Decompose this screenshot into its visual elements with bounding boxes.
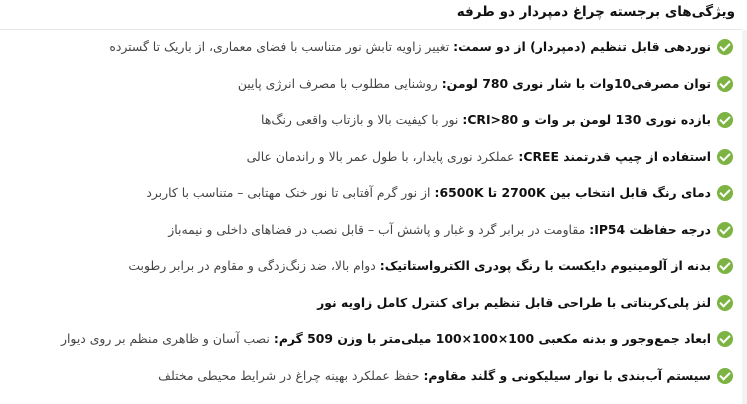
feature-item	[8, 75, 733, 112]
feature-description: نور با کیفیت بالا و بازتاب واقعی رنگ‌ها	[261, 112, 459, 127]
feature-description: از نور گرم آفتابی تا نور خنک مهتابی – متناسب با کاربرد	[146, 185, 431, 200]
scrollbar-track[interactable]	[742, 30, 747, 404]
feature-description: نصب آسان و ظاهری منظم بر روی دیوار	[61, 331, 270, 346]
check-circle-icon	[717, 295, 733, 311]
check-circle-icon	[717, 149, 733, 165]
feature-label: استفاده از چیپ قدرتمند CREE:	[518, 148, 711, 164]
feature-item	[8, 111, 733, 148]
feature-item	[8, 294, 733, 331]
feature-description: مقاومت در برابر گرد و غبار و پاشش آب – قابل نصب در فضاهای داخلی و نیمه‌باز	[168, 221, 586, 237]
check-circle-icon	[717, 185, 733, 201]
check-circle-icon	[717, 331, 733, 347]
feature-label: درجه حفاظت IP54:	[589, 221, 711, 237]
feature-list	[8, 38, 733, 403]
feature-description: روشنایی مطلوب با مصرف انرژی پایین	[237, 75, 438, 91]
feature-item	[8, 257, 733, 294]
feature-label: سیستم آب‌بندی با نوار سیلیکونی و گلند مقاوم:	[423, 367, 711, 383]
feature-item	[8, 184, 733, 221]
feature-label: ابعاد جمع‌وجور و بدنه مکعبی 100×100×100 میلی‌متر با وزن 509 گرم:	[273, 331, 711, 346]
feature-label: لنز پلی‌کربناتی با طراحی قابل تنظیم برای کنترل کامل زاویه نور	[317, 294, 711, 310]
divider	[0, 29, 742, 30]
feature-label: دمای رنگ قابل انتخاب بین 2700K تا 6500K:	[434, 185, 711, 200]
feature-item	[8, 367, 733, 404]
feature-label: توان مصرفی10وات با شار نوری 780 لومن:	[441, 75, 711, 91]
feature-description: حفظ عملکرد بهینه چراغ در شرایط محیطی مختلف	[158, 367, 420, 383]
feature-description: دوام بالا، ضد زنگ‌زدگی و مقاوم در برابر رطوبت	[128, 258, 376, 273]
check-circle-icon	[717, 112, 733, 128]
check-circle-icon	[717, 222, 733, 238]
feature-item	[8, 148, 733, 185]
feature-label: بدنه از آلومینیوم دایکست با رنگ پودری الکترواستاتیک:	[379, 258, 711, 273]
feature-description: عملکرد نوری پایدار، با طول عمر بالا و راندمان عالی	[246, 148, 515, 164]
feature-item	[8, 38, 733, 75]
check-circle-icon	[717, 368, 733, 384]
feature-item	[8, 330, 733, 367]
section-heading: ویژگی‌های برجسته چراغ دمپردار دو طرفه	[456, 4, 735, 20]
check-circle-icon	[717, 258, 733, 274]
feature-description: تغییر زاویه تابش نور متناسب با فضای معماری، از باریک تا گسترده	[109, 39, 450, 54]
check-circle-icon	[717, 39, 733, 55]
check-circle-icon	[717, 76, 733, 92]
feature-label: نوردهی قابل تنظیم (دمپردار) از دو سمت:	[453, 39, 711, 54]
feature-label: بازده نوری 130 لومن بر وات و CRI>80:	[462, 112, 711, 127]
feature-item	[8, 221, 733, 258]
